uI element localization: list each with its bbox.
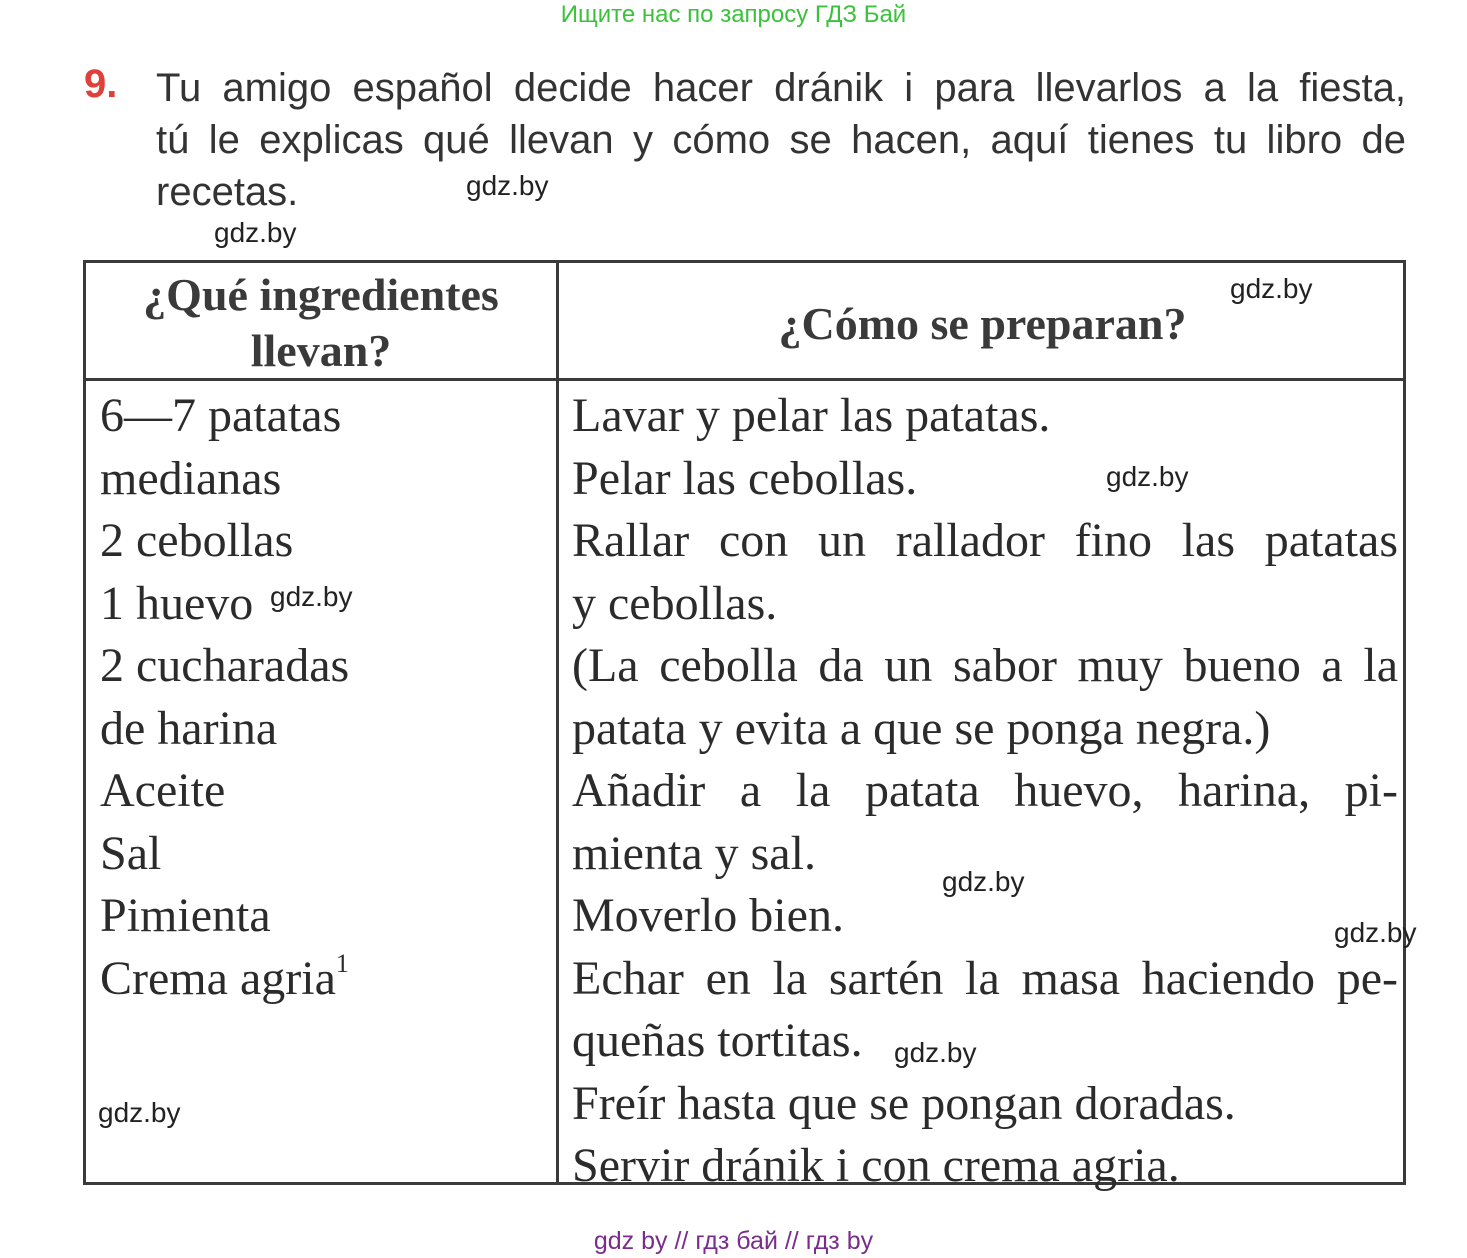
step-line: Lavar y pelar las patatas. — [572, 389, 1051, 442]
step-line: Moverlo bien. — [572, 889, 844, 942]
ingredient-item: Crema agria — [100, 951, 336, 1005]
recipe-table — [83, 260, 1406, 1192]
watermark: gdz.by — [270, 581, 353, 612]
watermark: gdz.by — [1230, 273, 1313, 304]
exercise-line: recetas. — [156, 170, 299, 214]
step-line: Pelar las cebollas. — [572, 451, 918, 505]
ingredients-header — [86, 267, 556, 379]
ingredient-item-with-footnote — [100, 948, 550, 1011]
exercise-text — [156, 62, 1406, 218]
step-line: Rallar con un rallador fino las patatas — [572, 514, 1398, 567]
top-banner: Ищите нас по запросу ГДЗ Бай — [560, 1, 907, 28]
ingredient-item: Pimienta — [100, 889, 271, 942]
watermark: gdz.by — [894, 1037, 977, 1068]
ingredient-item: medianas — [100, 451, 282, 505]
footnote-marker: 1 — [335, 948, 349, 978]
footer-links: gdz by // гдз бай // гдз by — [593, 1227, 874, 1255]
watermark: gdz.by — [1334, 917, 1417, 948]
step-line: mienta y sal. — [572, 826, 816, 880]
ingredient-item: Sal — [100, 826, 162, 880]
ingredients-header-line: llevan? — [250, 325, 392, 376]
column-divider — [556, 263, 559, 1182]
exercise-number: 9. — [84, 62, 118, 106]
step-line: (La cebolla da un sabor muy bueno a la — [572, 639, 1398, 692]
step-line: Echar en la sartén la masa haciendo pe- — [572, 951, 1398, 1005]
step-line: Servir dránik i con crema agria. — [572, 1139, 1180, 1192]
ingredient-item: Aceite — [100, 764, 226, 817]
step-line: Freír hasta que se pongan doradas. — [572, 1076, 1236, 1130]
watermark: gdz.by — [942, 866, 1025, 897]
watermark: gdz.by — [214, 217, 297, 248]
watermark: gdz.by — [466, 170, 549, 201]
step-line: Añadir a la patata huevo, harina, pi- — [572, 764, 1398, 817]
exercise-line: tú le explicas qué llevan y cómo se hacen, aquí tienes tu libro de — [156, 118, 1406, 162]
ingredient-item: 6—7 patatas — [100, 389, 342, 442]
ingredient-item: 2 cebollas — [100, 514, 294, 567]
exercise-line: Tu amigo español decide hacer dránik i para llevarlos a la fiesta, — [156, 66, 1406, 110]
ingredients-list — [100, 385, 550, 1010]
ingredient-item: 1 huevo — [100, 576, 254, 630]
step-line: queñas tortitas. — [572, 1014, 863, 1067]
preparation-steps — [572, 385, 1398, 1198]
watermark: gdz.by — [1106, 461, 1189, 492]
step-line: patata y evita a que se ponga negra.) — [572, 701, 1271, 755]
ingredient-item: de harina — [100, 701, 278, 755]
step-line: y cebollas. — [572, 576, 778, 630]
ingredient-item: 2 cucharadas — [100, 639, 350, 692]
ingredients-header-line: ¿Qué ingredientes — [143, 269, 499, 320]
preparation-header: ¿Cómo se preparan? — [778, 298, 1187, 349]
watermark: gdz.by — [98, 1097, 181, 1128]
